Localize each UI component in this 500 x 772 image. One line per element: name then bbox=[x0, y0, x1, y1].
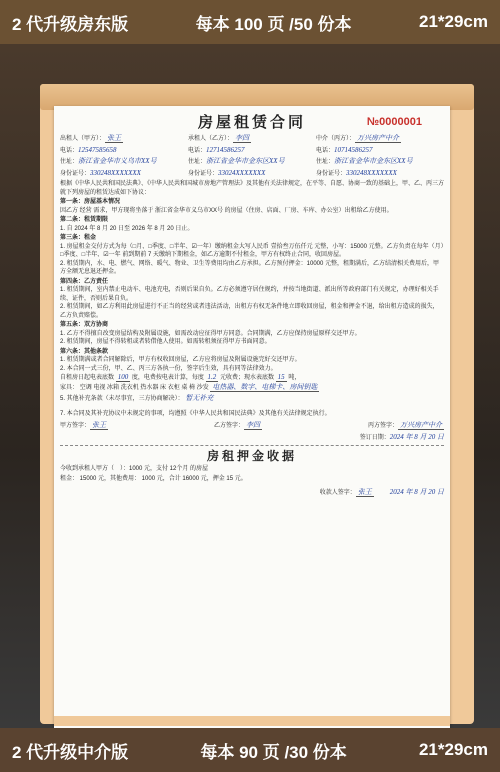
serial-number: №0000001 bbox=[366, 116, 422, 128]
banner-pages-label: 每本 100 页 /50 份本 bbox=[195, 14, 352, 34]
receipt-line-1: 今收到承租人甲方（ ）：1000 元，支付 12个月 的房屋 bbox=[60, 465, 209, 472]
furniture-handwritten: 电热器、数字、电梯卡、房间钥匙 bbox=[212, 382, 318, 391]
party-phone-row bbox=[60, 146, 444, 156]
agent-name: 万兴房产中介 bbox=[357, 134, 400, 142]
bottom-banner bbox=[0, 728, 500, 772]
section-5-text: 1. 乙方不得擅自改变房屋结构及附属设施，如需改动应征得甲方同意。合同期满，乙方应保持房屋原样交还甲方。 bbox=[60, 330, 361, 337]
other-terms-handwritten: 暂无补充 bbox=[185, 394, 214, 402]
section-3-heading: 第三条：租金 bbox=[60, 235, 97, 241]
signature-row bbox=[60, 421, 444, 431]
furniture-list: 空调 电视 冰箱 洗衣机 热水器 床 衣柜 桌 椅 沙发 bbox=[79, 384, 209, 391]
sign-a-value: 张王 bbox=[92, 421, 107, 429]
lessor-id: 330248XXXXXXX bbox=[90, 168, 141, 177]
receipt-title: 房租押金收据 bbox=[206, 449, 297, 463]
section-4-heading: 第四条：乙方责任 bbox=[60, 278, 109, 285]
contract-intro: 根据《中华人民共和国民法典》、《中华人民共和国城市房地产管理法》及其他有关法律规定，在平等、自愿、协商一致的基础上，甲、乙、丙三方就下列房屋的租赁达成如下协议： bbox=[60, 181, 445, 196]
lessor-label: 出租人（甲方）： bbox=[60, 136, 106, 142]
receipt-date: 2024 年 8 月 20 日 bbox=[389, 487, 444, 496]
lessee-id: 33024XXXXXXX bbox=[218, 168, 266, 177]
other-terms bbox=[60, 394, 444, 404]
banner-edition-label: 2 代升级房东版 bbox=[12, 14, 129, 34]
section-1-heading: 第一条：房屋基本情况 bbox=[60, 199, 121, 205]
agent-id: 330248XXXXXXX bbox=[346, 168, 397, 177]
party-address-row bbox=[60, 157, 444, 167]
agent-phone: 10714586257 bbox=[334, 145, 373, 154]
furniture-row bbox=[60, 383, 444, 393]
receipt-sign-row bbox=[60, 488, 444, 498]
section-3-text: 1. 房屋租金交付方式为每（□月、□季度、□半年、☑一年）缴纳租金大写人民币 壹拾叁万伍仟元 元整，小写：15000 元整。乙方负责在每年（月）□季度、□半年、☑一年 前到期前 7 天缴纳下期租金，如乙方逾期不付租金，甲方有权终止合同，收回房屋。 bbox=[60, 243, 444, 258]
id-label: 身份证号： bbox=[316, 170, 347, 177]
sign-b-label: 乙方签字： bbox=[213, 423, 244, 429]
sign-date-label: 签订日期： bbox=[359, 434, 390, 441]
section-4-text: 1. 租赁期间，室内禁止电动车、电池充电，否则后果自负。乙方必须遵守居住规约，并按当地街道、派出所等政府部门有关规定，办理好相关手续、证件，否则后果自负。 bbox=[60, 287, 439, 302]
other-terms-label: 5. 其他补充条款（未尽事宜，三方协商解决）： bbox=[60, 396, 184, 402]
contract-title: 房屋租赁合同 bbox=[197, 114, 306, 131]
id-label: 身份证号： bbox=[188, 170, 219, 177]
section-1-text: 因乙方 经营 需求，甲方现将坐落于 浙江省金华市义乌市XX号 的房屋（住房、店面、厂房、车库、办公室）出租给乙方使用。 bbox=[60, 207, 393, 214]
party-id-row bbox=[60, 169, 444, 179]
phone-label: 电话： bbox=[60, 147, 79, 154]
agent-address: 浙江省金华市金东区XX号 bbox=[334, 157, 413, 165]
section-5-text-2: 2. 租赁期间，房屋不得转租或者转借他人使用。如需转租须征得甲方书面同意。 bbox=[60, 339, 271, 345]
addr-label: 住址： bbox=[316, 159, 335, 165]
meter-label: 自租房日起电表底数 bbox=[60, 375, 115, 381]
phone-label: 电话： bbox=[316, 147, 335, 154]
sign-a-label: 甲方签字： bbox=[60, 423, 91, 429]
receipt-line-2: 租金： 15000 元，其他费用： 1000 元，合计 16000 元，押金 15 元。 bbox=[60, 476, 247, 482]
lessor-address: 浙江省金华市义乌市XX号 bbox=[78, 157, 157, 165]
lessee-label: 承租人（乙方）： bbox=[188, 136, 234, 142]
receipt-sign-label: 收款人签字： bbox=[319, 489, 356, 496]
banner-size-label-bottom: 21*29cm bbox=[418, 740, 488, 759]
water-value: 15 bbox=[277, 373, 285, 381]
addr-label: 住址： bbox=[60, 159, 79, 165]
receipt-divider bbox=[60, 445, 444, 446]
lessee-address: 浙江省金华市金东区XX号 bbox=[206, 157, 285, 165]
lessor-phone: 12547585658 bbox=[78, 145, 117, 154]
lessee-phone: 12714586257 bbox=[206, 145, 245, 154]
meter-unit: 度，电费按电表计算，每度 bbox=[131, 375, 204, 381]
furniture-label: 家具： bbox=[60, 384, 79, 391]
meter-row bbox=[60, 373, 444, 383]
water-unit: 吨， bbox=[288, 375, 301, 381]
section-2-text: 1. 自 2024 年 8 月 20 日至 2026 年 8 月 20 日止。 bbox=[60, 225, 194, 232]
addr-label: 住址： bbox=[188, 159, 207, 165]
meter-unit-2: 元收费；现水表底数 bbox=[219, 375, 274, 381]
lessor-name: 张王 bbox=[107, 134, 122, 142]
sign-c-value: 万兴房产中介 bbox=[399, 421, 442, 429]
meter-value: 100 bbox=[117, 373, 129, 381]
contract-sheet bbox=[54, 106, 450, 728]
sign-date-value: 2024 年 8 月 20 日 bbox=[389, 432, 444, 441]
party-names-row bbox=[60, 134, 444, 144]
banner-size-label: 21*29cm bbox=[418, 12, 488, 31]
lessee-name: 李四 bbox=[235, 134, 250, 142]
meter-price: 1.2 bbox=[207, 373, 217, 381]
section-6-text-2: 2. 本合同一式三份，甲、乙、丙三方各执一份，签字后生效，具有同等法律效力。 bbox=[60, 365, 277, 372]
section-3-text-2: 2. 租赁期内，水、电、燃气、网络、暖气、物业、卫生等费用均由乙方承担。乙方预付押金：10000 元整，租期满后，乙方结清相关费用后，甲方全额无息退还押金。 bbox=[60, 260, 440, 275]
section-6-text: 1. 租赁期满或者合同解除后，甲方有权收回房屋，乙方应将房屋及附属设施完好交还甲方。 bbox=[60, 357, 301, 363]
sign-c-label: 丙方签字： bbox=[367, 423, 398, 429]
section-2-heading: 第二条：租赁期限 bbox=[60, 217, 109, 223]
section-4-text-2: 2. 租赁期间，如乙方利用此房屋进行不正当的经营或者违法活动，出租方有权无条件地立即收回房屋，租金和押金不退，给出租方造成的损失，乙方负责赔偿。 bbox=[60, 304, 439, 319]
id-label: 身份证号： bbox=[60, 170, 91, 177]
receipt-sign-value: 张王 bbox=[357, 487, 372, 496]
pad-bottom-edge bbox=[54, 716, 450, 726]
banner-pages-label-bottom: 每本 90 页 /30 份本 bbox=[200, 742, 347, 762]
phone-label: 电话： bbox=[188, 147, 207, 154]
top-banner bbox=[0, 0, 500, 44]
banner-edition-label-bottom: 2 代升级中介版 bbox=[12, 742, 129, 762]
agent-label: 中介（丙方）： bbox=[316, 136, 356, 142]
sign-b-value: 李四 bbox=[246, 421, 260, 429]
sign-date-row bbox=[60, 433, 444, 443]
final-clause: 7. 本合同及其补充协议中未规定的事项，均遵照《中华人民共和国民法典》及其他有关法律规定执行。 bbox=[60, 410, 331, 417]
section-6-heading: 第六条：其他条款 bbox=[60, 348, 109, 355]
section-5-heading: 第五条：双方协商 bbox=[60, 322, 109, 328]
